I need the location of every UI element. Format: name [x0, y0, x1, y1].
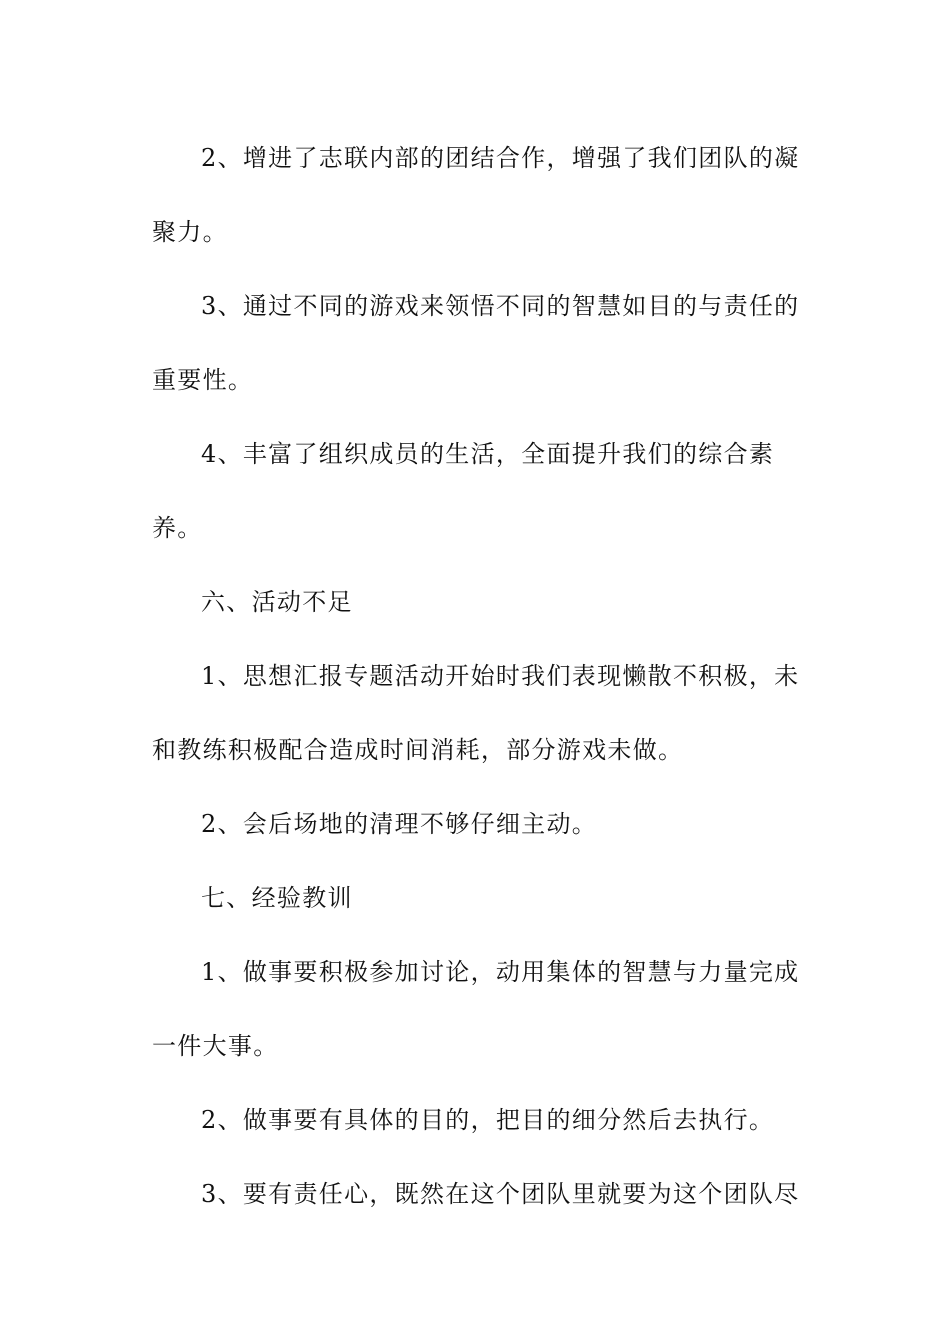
paragraph-shortcoming-1: 1、思想汇报专题活动开始时我们表现懒散不积极，未和教练积极配合造成时间消耗，部分游戏未做。	[152, 662, 800, 764]
paragraph-lesson-1: 1、做事要积极参加讨论，动用集体的智慧与力量完成一件大事。	[152, 958, 800, 1060]
paragraph-achievement-2: 2、增进了志联内部的团结合作，增强了我们团队的凝聚力。	[152, 144, 800, 246]
paragraph-achievement-4: 4、丰富了组织成员的生活，全面提升我们的综合素养。	[152, 440, 775, 542]
paragraph-lesson-2: 2、做事要有具体的目的，把目的细分然后去执行。	[201, 1106, 775, 1134]
paragraph-shortcoming-2: 2、会后场地的清理不够仔细主动。	[201, 810, 598, 838]
paragraph-achievement-3: 3、通过不同的游戏来领悟不同的智慧如目的与责任的重要性。	[152, 292, 800, 394]
document-body	[152, 121, 802, 1231]
section-heading-lessons: 七、经验教训	[201, 884, 353, 912]
paragraph-lesson-3: 3、要有责任心，既然在这个团队里就要为这个团队尽	[201, 1180, 800, 1208]
section-heading-shortcomings: 六、活动不足	[201, 588, 353, 616]
